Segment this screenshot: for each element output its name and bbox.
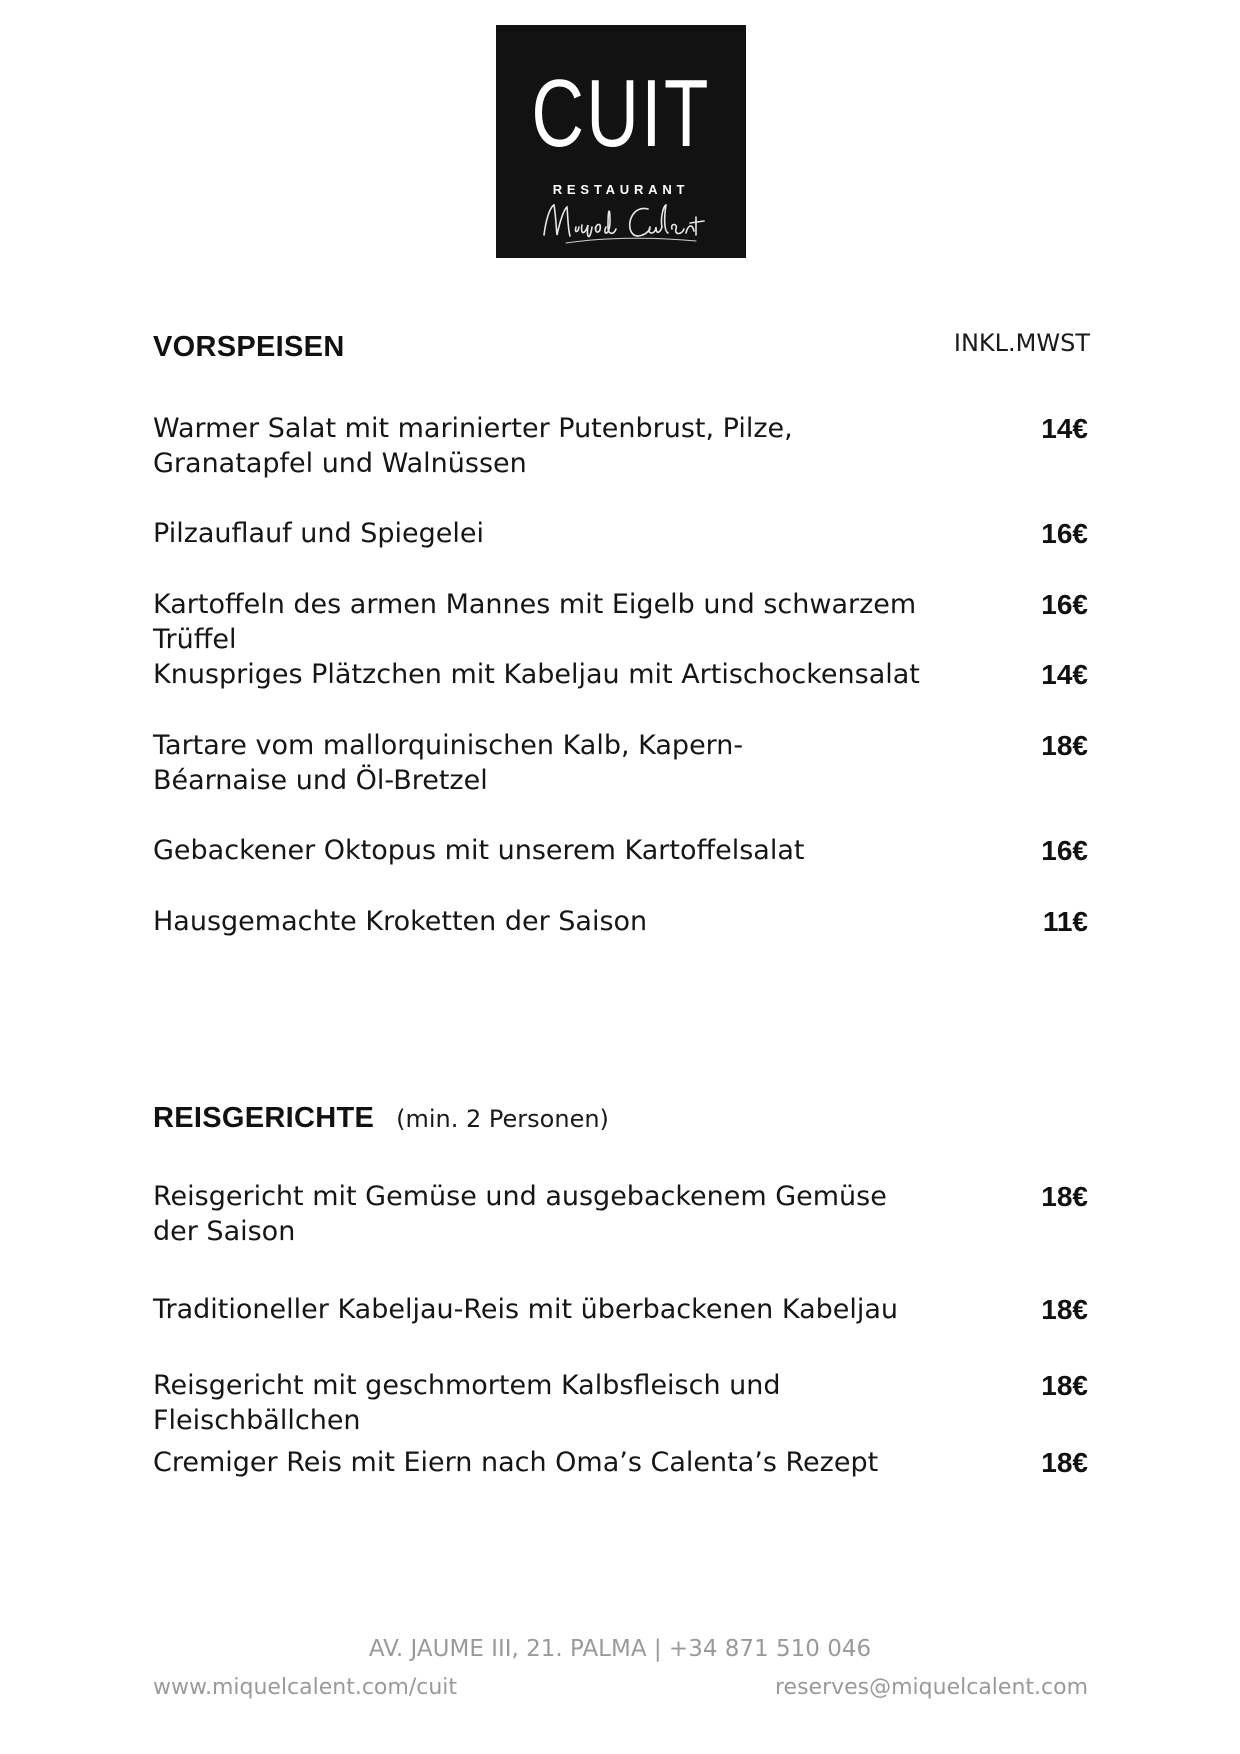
logo-subtitle: RESTAURANT [552,182,690,197]
menu-item [153,411,1088,481]
menu-item-price: 14€ [1041,413,1088,444]
menu-item-price: 18€ [1041,1447,1088,1478]
menu-item-name: Kartoffeln des armen Mannes mit Eigelb und schwarzem Trüffel [153,589,917,655]
section-title-text: VORSPEISEN [153,331,345,363]
logo-wordmark: CUIT [531,60,711,167]
menu-item-price: 14€ [1041,659,1088,690]
signature-icon [536,197,706,249]
menu-item [153,1368,1088,1438]
menu-item [153,657,1088,692]
menu-item-price: 11€ [1042,906,1088,937]
menu-item-name: Reisgericht mit geschmortem Kalbsfleisch und Fleischbällchen [153,1370,781,1436]
menu-item [153,1292,1088,1327]
menu-item [153,833,1088,868]
menu-item-name: Tartare vom mallorquinischen Kalb, Kapern-Béarnaise und Öl-Bretzel [153,730,744,796]
menu-item-price: 18€ [1041,1181,1088,1212]
footer-address: AV. JAUME III, 21. PALMA | +34 871 510 046 [368,1636,872,1662]
menu-item-price: 16€ [1041,518,1088,549]
section-title-reisgerichte [153,1104,609,1133]
menu-item-name: Knuspriges Plätzchen mit Kabeljau mit Artischockensalat [153,659,920,690]
email-link[interactable]: reserves@miquelcalent.com [774,1675,1088,1700]
menu-item-price: 18€ [1041,1294,1088,1325]
menu-item [153,1445,1088,1480]
menu-item [153,1179,1088,1249]
menu-item-name: Traditioneller Kabeljau-Reis mit überbackenen Kabeljau [153,1294,899,1325]
menu-item-name: Warmer Salat mit marinierter Putenbrust, Pilze, Granatapfel und Walnüssen [153,413,793,479]
menu-item [153,904,1088,939]
menu-item-name: Reisgericht mit Gemüse und ausgebackenem Gemüse der Saison [153,1181,887,1247]
tax-note: INKL.MWST [953,329,1090,357]
menu-item [153,516,1088,551]
menu-item [153,587,1088,657]
menu-item-name: Cremiger Reis mit Eiern nach Oma’s Calenta’s Rezept [153,1447,879,1478]
menu-item-price: 16€ [1041,589,1088,620]
section-note: (min. 2 Personen) [396,1105,609,1133]
website-link[interactable]: www.miquelcalent.com/cuit [153,1675,458,1700]
section-title-text: REISGERICHTE [153,1102,375,1134]
menu-item-name: Hausgemachte Kroketten der Saison [153,906,648,937]
menu-item [153,728,1088,798]
menu-item-price: 18€ [1041,1370,1088,1401]
menu-item-name: Pilzauflauf und Spiegelei [153,518,484,549]
menu-item-name: Gebackener Oktopus mit unserem Kartoffelsalat [153,835,805,866]
section-title-vorspeisen [153,333,345,362]
menu-item-price: 16€ [1041,835,1088,866]
menu-item-price: 18€ [1041,730,1088,761]
restaurant-logo [496,25,746,258]
